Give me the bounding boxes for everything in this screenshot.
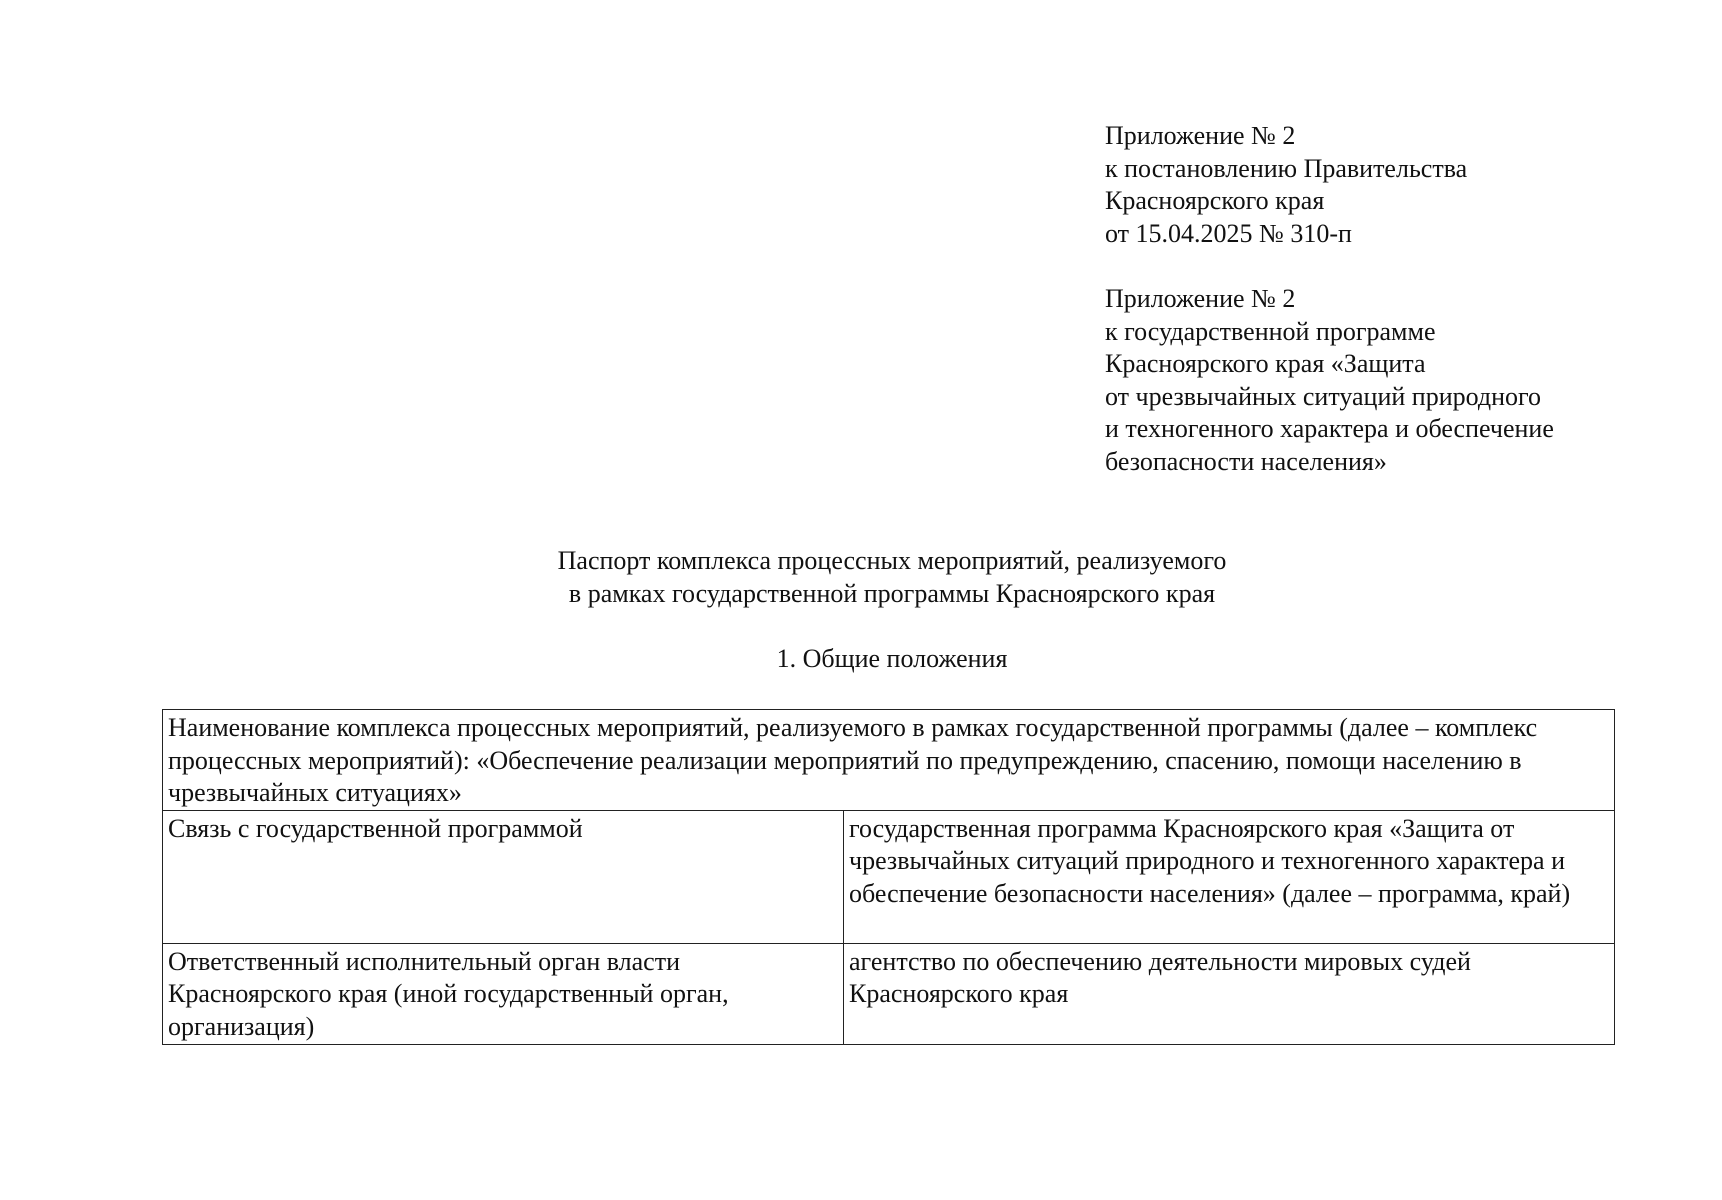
appendix-line: от чрезвычайных ситуаций природного <box>1105 381 1542 411</box>
table-row <box>163 710 1615 811</box>
general-provisions-table <box>162 709 1615 1045</box>
appendix-line: к постановлению Правительства <box>1105 153 1468 183</box>
appendix-line: Красноярского края «Защита <box>1105 349 1426 379</box>
row-value: государственная программа Красноярского края «Защита от чрезвычайных ситуаций природного и техногенного характера и обеспечение безопасности населения» (далее – программа, край) <box>844 810 1615 943</box>
table-row <box>163 810 1615 943</box>
title-line: в рамках государственной программы Красноярского края <box>568 578 1216 608</box>
complex-name-cell: Наименование комплекса процессных мероприятий, реализуемого в рамках государственной программы (далее – комплекс процессных мероприятий): «Обеспечение реализации мероприятий по предупреждению, спасению, помощи населению в чрезвычайных ситуациях» <box>163 710 1615 811</box>
appendix-line: Приложение № 2 <box>1105 121 1296 150</box>
row-label: Ответственный исполнительный орган власти Красноярского края (иной государственный орган, организация) <box>163 943 844 1044</box>
table-row <box>163 943 1615 1044</box>
row-value: агентство по обеспечению деятельности мировых судей Красноярского края <box>844 943 1615 1044</box>
appendix-line: от 15.04.2025 № 310-п <box>1105 218 1352 248</box>
title-line: Паспорт комплекса процессных мероприятий, реализуемого <box>557 546 1227 575</box>
appendix-header-program <box>1105 283 1554 479</box>
appendix-line: и техногенного характера и обеспечение <box>1105 414 1554 444</box>
appendix-line: к государственной программе <box>1105 316 1436 346</box>
appendix-line: Приложение № 2 <box>1105 284 1296 313</box>
appendix-line: Красноярского края <box>1105 186 1325 216</box>
appendix-header-resolution <box>1105 120 1467 250</box>
document-title <box>0 545 1722 610</box>
row-label: Связь с государственной программой <box>163 810 844 943</box>
section-heading: 1. Общие положения <box>776 644 1008 673</box>
appendix-line: безопасности населения» <box>1105 446 1387 476</box>
